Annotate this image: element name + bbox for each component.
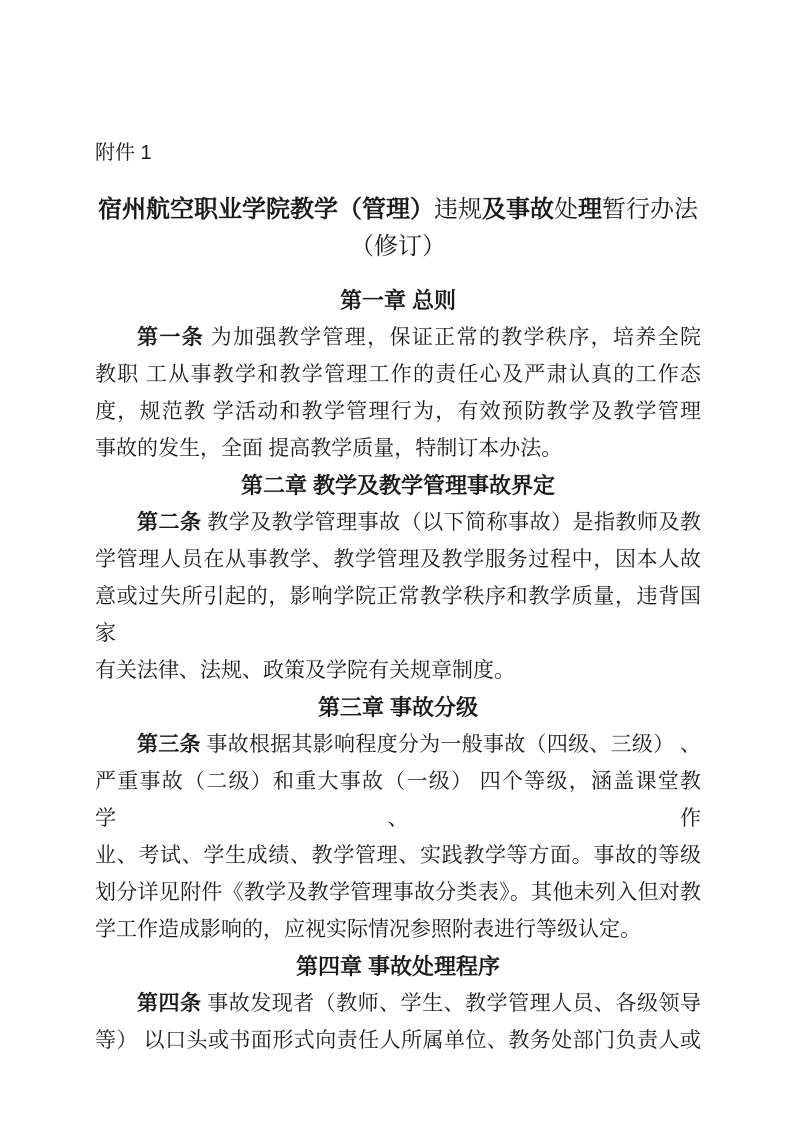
attachment-label: 附件 1 <box>95 142 152 164</box>
chapter-4-paragraph <box>95 985 701 1059</box>
title-segment: 及事故 <box>482 196 554 223</box>
section-chapter-3 <box>95 689 701 948</box>
paragraph-line: 事故的发生，全面 提高教学质量，特制订本办法。 <box>95 436 563 460</box>
paragraph-line: 学工作造成影响的，应视实际情况参照附表进行等级认定。 <box>95 917 641 941</box>
title-segment: 宿州航空职业学院教学（管理） <box>98 196 434 223</box>
paragraph-line: 教职 工从事教学和教学管理工作的责任心及严肃认真的工作态 <box>95 362 701 386</box>
chapter-3-heading: 第三章 事故分级 <box>317 695 479 720</box>
paragraph-line: 意或过失所引起的，影响学院正常教学秩序和教学质量，违背国家 <box>95 584 701 645</box>
chapter-2-heading: 第二章 教学及教学管理事故界定 <box>240 473 556 498</box>
chapter-4-heading: 第四章 事故处理程序 <box>295 954 501 979</box>
chapter-2-paragraph <box>95 504 701 689</box>
title-segment: 处 <box>554 197 578 223</box>
section-chapter-1 <box>95 282 701 467</box>
paragraph-line: 第一条 为加强教学管理，保证正常的教学秩序，培养全院 <box>137 325 702 349</box>
article-number: 第四条 <box>137 991 202 1015</box>
paragraph-line: 第三条 事故根据其影响程度分为一般事故（四级、三级） 、 <box>137 732 702 756</box>
paragraph-line: 学管理人员在从事教学、教学管理及教学服务过程中，因本人故 <box>95 547 701 571</box>
article-number: 第一条 <box>137 325 205 349</box>
document-title <box>95 192 701 228</box>
paragraph-line: 等） 以口头或书面形式向责任人所属单位、教务处部门负责人或 <box>95 1028 701 1052</box>
title-segment: 暂行办法 <box>602 197 698 223</box>
paragraph-line: 划分详见附件《教学及教学管理事故分类表》。其他未列入但对教 <box>95 880 701 904</box>
document-subtitle: （修订） <box>350 234 446 260</box>
paragraph-line: 有关法律、法规、政策及学院有关规章制度。 <box>95 658 515 682</box>
document-content <box>95 140 701 1059</box>
paragraph-line: 度，规范教 学活动和教学管理行为，有效预防教学及教学管理 <box>95 399 701 423</box>
section-chapter-2 <box>95 467 701 689</box>
title-segment: 理 <box>578 196 602 223</box>
chapter-1-paragraph <box>95 319 701 467</box>
paragraph-line: 业、考试、学生成绩、教学管理、实践教学等方面。事故的等级 <box>95 843 701 867</box>
title-segment: 违规 <box>434 197 482 223</box>
chapter-3-paragraph <box>95 726 701 948</box>
section-chapter-4 <box>95 948 701 1059</box>
paragraph-line: 严重事故（二级）和重大事故（一级） 四个等级，涵盖课堂教学、作 <box>95 769 701 830</box>
paragraph-line: 第二条 教学及教学管理事故（以下简称事故）是指教师及教 <box>137 510 702 534</box>
chapter-1-heading: 第一章 总则 <box>339 288 457 313</box>
paragraph-line: 第四条 事故发现者（教师、学生、教学管理人员、各级领导 <box>137 991 702 1015</box>
article-number: 第二条 <box>137 510 202 534</box>
article-number: 第三条 <box>137 732 201 756</box>
